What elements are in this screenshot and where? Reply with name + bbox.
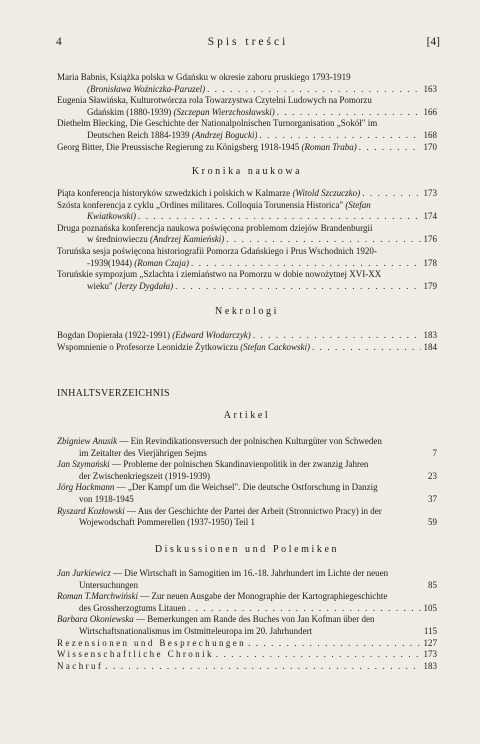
reviewer-name: (Witold Szczuczko) xyxy=(292,188,361,198)
dot-leader xyxy=(188,603,421,615)
toc-entry xyxy=(57,142,437,154)
page-ref: 179 xyxy=(423,280,437,291)
toc-entry xyxy=(57,649,437,661)
section-heading-nekrologi: Nekrologi xyxy=(215,306,279,317)
author-name: Jörg Hackmann xyxy=(57,482,115,493)
reviewer-name: (Stefan Cackowski) xyxy=(240,341,310,352)
page-ref: 173 xyxy=(423,649,437,660)
entry-text: der Zwischenkriegszeit (1919-1939) xyxy=(79,470,210,481)
page-ref: 115 xyxy=(423,625,437,636)
page-ref: 85 xyxy=(428,579,437,590)
toc-entry xyxy=(57,568,437,591)
dot-leader xyxy=(362,188,421,200)
entry-text: Wojewodschaft Pommerellen (1937-1950) Teil 1 xyxy=(79,517,255,528)
running-header xyxy=(56,36,440,52)
entry-text: des Grossherzogtums Litauen xyxy=(79,602,186,613)
toc-entry xyxy=(57,200,437,223)
dot-leader xyxy=(226,234,421,246)
page-ref: 37 xyxy=(428,493,437,504)
toc-entry xyxy=(57,661,437,673)
reviewer-name: (Bronisława Woźniczka-Paruzel) xyxy=(87,83,206,94)
dot-leader xyxy=(175,281,421,293)
header-title: Spis treści xyxy=(207,36,289,48)
page-ref: 168 xyxy=(423,129,437,140)
reviewer-name: (Andrzej Kamieński) xyxy=(149,234,225,245)
artikel-entries xyxy=(57,436,437,529)
page-ref: 173 xyxy=(423,188,437,198)
entry-text: Szósta konferencja z cyklu „Ordines militares. Colloquia Torunensia Historica" xyxy=(57,199,346,210)
page-ref: 184 xyxy=(423,341,437,352)
entry-text: -1939(1944) xyxy=(87,257,135,268)
entry-text: Druga poznańska konferencja naukowa poświęcona problemom dziejów Brandenburgii xyxy=(57,222,373,233)
review-entries xyxy=(57,72,437,153)
author-name: Ryszard Kozłowski xyxy=(57,505,125,516)
dot-leader xyxy=(207,84,421,96)
section-heading-artikel: Artikel xyxy=(223,410,271,421)
entry-text: Deutschen Reich 1884-1939 xyxy=(87,129,192,140)
kronika-entries xyxy=(57,188,437,292)
section-heading-kronika: Kronika naukowa xyxy=(191,166,303,177)
entry-text: Nachruf xyxy=(57,660,104,671)
page-number: 4 xyxy=(56,36,62,48)
reviewer-name: (Edward Włodarczyk) xyxy=(172,330,251,340)
toc-entry xyxy=(57,436,437,459)
toc-entry xyxy=(57,246,437,269)
entry-text: Wirtschaftsnationalismus im Ostmitteleuropa im 20. Jahrhundert xyxy=(79,625,313,636)
toc-entry xyxy=(57,188,437,200)
page-ref: 105 xyxy=(423,602,437,613)
toc-entry xyxy=(57,591,437,614)
entry-text: — Bemerkungen am Rande des Buches von Jan Kofman über den xyxy=(133,614,375,625)
entry-text: Eugenia Sławińska, Kulturotwórcza rola Towarzystwa Czytelni Ludowych na Pomorzu xyxy=(57,95,372,106)
author-name: Jan Szymański xyxy=(57,459,110,470)
reviewer-name: (Roman Traba) xyxy=(301,141,357,152)
toc-entry xyxy=(57,72,437,95)
entry-text: Toruńskie sympozjum „Szlachta i ziemiaństwo na Pomorzu w dobie nowożytnej XVI-XX xyxy=(57,269,382,280)
toc-entry xyxy=(57,330,437,342)
toc-entry xyxy=(57,614,437,637)
page-ref: 174 xyxy=(423,211,437,222)
page-ref: 183 xyxy=(423,330,437,340)
entry-text: — Ein Revindikationsversuch der polnischen Kulturgüter von Schweden xyxy=(117,436,382,446)
entry-text: Rezensionen und Besprechungen xyxy=(57,637,247,648)
toc-entry xyxy=(57,223,437,246)
entry-text: Georg Bitter, Die Preussische Regierung zu Königsberg 1918-1945 xyxy=(57,141,302,152)
dot-leader xyxy=(359,142,421,154)
page-ref: 23 xyxy=(428,470,437,481)
entry-text: Untersuchungen xyxy=(79,579,138,590)
reviewer-name: (Andrzej Bogucki) xyxy=(191,129,258,140)
volume-marker: [4] xyxy=(426,36,440,48)
section-heading-diskussionen: Diskussionen und Polemiken xyxy=(154,544,340,555)
dot-leader xyxy=(259,130,421,142)
reviewer-name: (Roman Czaja) xyxy=(134,257,189,268)
reviewer-name: Kwiatkowski) xyxy=(87,211,136,222)
toc-entry xyxy=(57,95,437,118)
nekrologi-entries xyxy=(57,330,437,353)
entry-text: Wspomnienie o Profesorze Leonidzie Żytkowiczu xyxy=(57,341,241,352)
entry-text: Gdańskim (1880-1939) xyxy=(87,106,174,117)
entry-text: Bogdan Dopierała (1922-1991) xyxy=(57,330,173,340)
entry-text: wieku" xyxy=(87,280,115,291)
entry-text: Piąta konferencja historyków szwedzkich i polskich w Kalmarze xyxy=(57,188,293,198)
author-name: Jan Jurkiewicz xyxy=(57,568,111,578)
entry-text: — Aus der Geschichte der Partei der Arbeit (Stronnictwo Pracy) in der xyxy=(124,505,382,516)
entry-text: Toruńska sesja poświęcona historiografii Pomorza Gdańskiego i Prus Wschodnich 1920- xyxy=(57,245,377,256)
dot-leader xyxy=(138,211,421,223)
entry-text: Maria Babnis, Książka polska w Gdańsku w okresie zaboru pruskiego 1793-1919 xyxy=(57,72,351,82)
dot-leader xyxy=(216,649,421,661)
page-ref: 166 xyxy=(423,106,437,117)
entry-text: im Zeitalter des Vierjährigen Sejms xyxy=(79,447,207,458)
toc-entry xyxy=(57,269,437,292)
toc-entry xyxy=(57,482,437,505)
entry-text: — Probleme der polnischen Skandinavienpolitik in der zwanzig Jahren xyxy=(109,459,369,470)
entry-text: von 1918-1945 xyxy=(79,493,134,504)
entry-text: w średniowieczu xyxy=(87,234,150,245)
entry-text: Wissenschaftliche Chronik xyxy=(57,649,214,660)
entry-text: Diethelm Blecking, Die Geschichte der Nationalpolnischen Turnorganisation „Sokół" im xyxy=(57,118,378,129)
dot-leader xyxy=(191,258,421,270)
reviewer-name: (Szczepan Wierzchosławski) xyxy=(173,106,275,117)
author-name: Zbigniew Anusik xyxy=(57,436,118,446)
page-ref: 183 xyxy=(423,660,437,671)
page-ref: 163 xyxy=(423,83,437,94)
page-ref: 59 xyxy=(428,517,437,528)
entry-text: — Die Wirtschaft in Samogitien im 16.-18. Jahrhundert im Lichte der neuen xyxy=(110,568,389,578)
page-ref: 170 xyxy=(423,141,437,152)
page-ref: 176 xyxy=(423,234,437,245)
toc-entry xyxy=(57,118,437,141)
author-name: Roman T.Marchwiński xyxy=(57,591,138,602)
dot-leader xyxy=(312,342,421,354)
diskussionen-entries xyxy=(57,568,437,672)
inhalt-heading: INHALTSVERZEICHNIS xyxy=(57,388,170,399)
page-ref: 178 xyxy=(423,257,437,268)
entry-text: — „Der Kampf um die Weichsel". Die deutsche Ostforschung in Danzig xyxy=(114,482,378,493)
entry-text: — Zur neuen Ausgabe der Monographie der Kartographiegeschichte xyxy=(138,591,388,602)
dot-leader xyxy=(277,107,421,119)
toc-entry xyxy=(57,506,437,529)
toc-entry xyxy=(57,459,437,482)
dot-leader xyxy=(253,330,421,342)
dot-leader xyxy=(105,661,421,673)
author-name: Barbara Okoniewska xyxy=(57,614,134,625)
reviewer-name: (Stefan xyxy=(345,199,371,210)
dot-leader xyxy=(248,638,421,650)
reviewer-name: (Jerzy Dygdała) xyxy=(114,280,174,291)
toc-entry xyxy=(57,342,437,354)
page-ref: 7 xyxy=(432,447,437,458)
toc-entry xyxy=(57,638,437,650)
page-ref: 127 xyxy=(423,637,437,648)
